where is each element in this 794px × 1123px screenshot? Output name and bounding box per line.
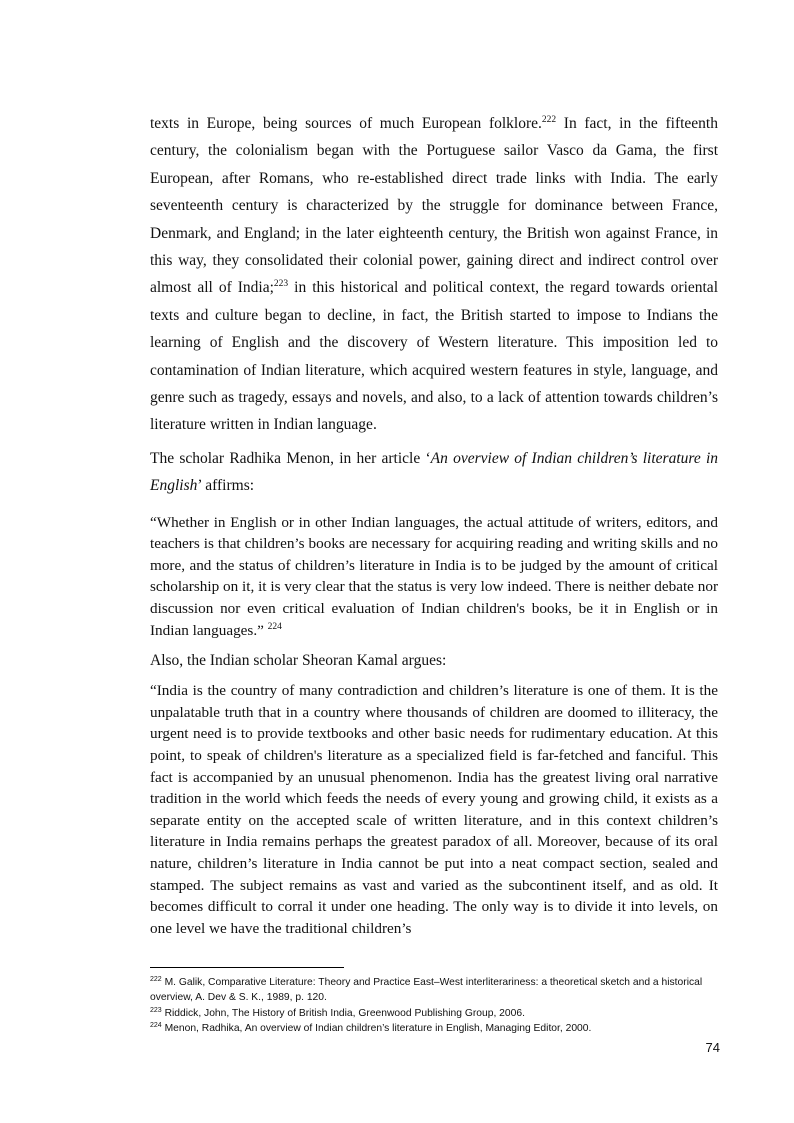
page-body — [150, 110, 718, 939]
page-number: 74 — [705, 1040, 720, 1055]
footnotes — [150, 975, 730, 1036]
footnote-divider — [150, 967, 344, 968]
footnote-224: $^{224}$ Menon, Radhika, An overview of Indian children’s literature in English, Managing Editor, 2000. — [150, 1021, 592, 1034]
footnote-223: $^{223}$ Riddick, John, The History of British India, Greenwood Publishing Group, 2006. — [150, 1006, 525, 1019]
paragraph-menon-intro: The scholar Radhika Menon, in her article ‘An overview of Indian children’s literature in English’ affirms: — [150, 449, 719, 495]
quote-kamal: “India is the country of many contradiction and children’s literature is one of them. It is the unpalatable truth that in a country where thousands of children are doomed to illiteracy, the urgent need is to provide textbooks and other basic needs for rudimentary education. At this point, to speak of children's literature as a specialized field is far-fetched and fanciful. This fact is accompanied by an unusual phenomenon. India has the greatest living oral narrative tradition in the world which feeds the needs of every young and growing child, it exists as a separate entity on the accepted scale of written literature, and in this context children’s literature in India remains perhaps the greatest paradox of all. Moreover, because of its oral nature, children’s literature in India cannot be put into a neat compact section, sealed and stamped. The subject remains as vast and varied as the subcontinent itself, and as old. It becomes difficult to corral it under one heading. The only way is to divide it into levels, on one level we have the traditional children’s — [150, 682, 718, 937]
footnote-ref-224[interactable]: 224 — [267, 621, 282, 632]
article-title: An overview of Indian children’s literature in English — [150, 449, 719, 495]
paragraph-colonial-history: texts in Europe, being sources of much European folklore.$^{222}$ In fact, in the fifteenth century, the colonialism began with the Portuguese sailor Vasco da Gama, the first European, after Romans, who re-established direct trade links with India. The early seventeenth century is characterized by the struggle for dominance between France, Denmark, and England; in the later eighteenth century, the British won against France, in this way, they consolidated their colonial power, gaining direct and indirect control over almost all of India;$^{223}$ in this historical and political context, the regard towards oriental texts and culture began to decline, in fact, the British started to impose to Indians the learning of English and the discovery of Western literature. This imposition led to contamination of Indian literature, which acquired western features in style, language, and genre such as tragedy, essays and novels, and also, to a lack of attention towards children’s literature written in Indian language. — [150, 115, 718, 434]
footnote-ref-222[interactable]: 222 — [541, 115, 557, 125]
quote-menon: “Whether in English or in other Indian languages, the actual attitude of writers, editors, and teachers is that children’s books are necessary for acquiring reading and writing skills and no more, and the status of children’s literature in India is to be judged by the amount of critical scholarship on it, it is very clear that the status is very low indeed. There is neither debate nor discussion nor even critical evaluation of Indian children's books, be it in English or in Indian languages.” $^{224}$ — [150, 513, 718, 639]
paragraph-kamal-intro: Also, the Indian scholar Sheoran Kamal argues: — [150, 652, 447, 670]
footnote-222: $^{222}$ M. Galik, Comparative Literature: Theory and Practice East–West interliterariness: a theoretical sketch and a historical overview, A. Dev & S. K., 1989, p. 120. — [150, 976, 703, 1004]
footnote-ref-223[interactable]: 223 — [273, 279, 289, 290]
